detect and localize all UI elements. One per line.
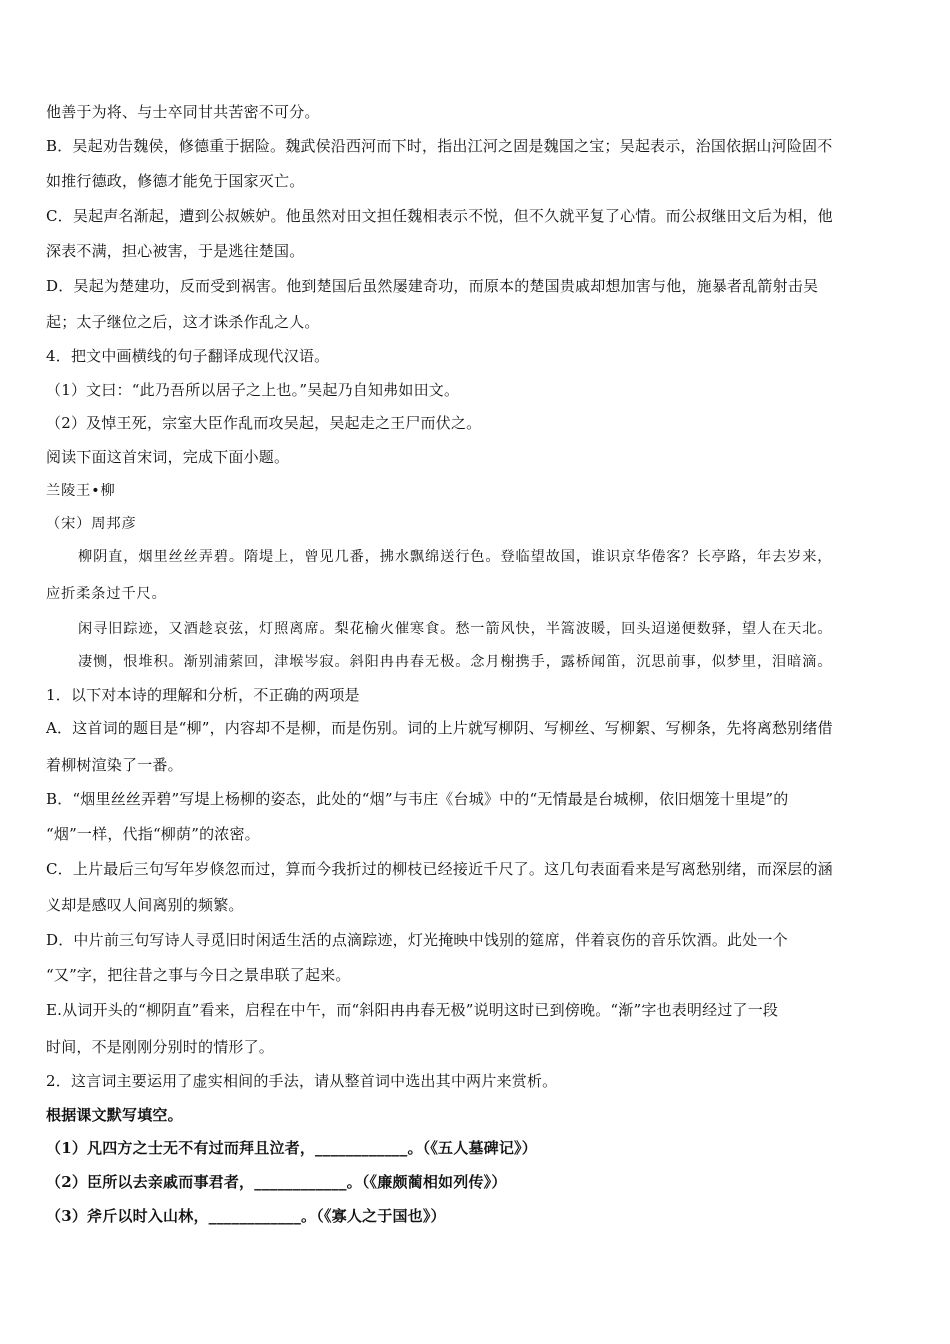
question-2: 2．这言词主要运用了虚实相间的手法，请从整首词中选出其中两片来赏析。 [46,1072,558,1090]
q1-option-b: B．“烟里丝丝弄碧”写堤上杨柳的姿态，此处的“烟”与韦庄《台城》中的“无情最是台城柳，依旧烟笼十里堤”的 [46,790,789,808]
text-line: 起；太子继位之后，这才诛杀作乱之人。 [46,313,320,331]
poem-stanza-3: 凄恻，恨堆积。渐别浦萦回，津堠岑寂。斜阳冉冉春无极。念月榭携手，露桥闻笛，沉思前事，似梦里，泪暗滴。 [78,654,833,670]
dictation-item-1: （1）凡四方之士无不有过而拜且泣者，____________。（《五人墓碑记》） [46,1139,537,1157]
question-1: 1．以下对本诗的理解和分析，不正确的两项是 [46,686,360,704]
text-line: 义却是感叹人间离别的频繁。 [46,896,244,914]
option-d-line: D．吴起为楚建功，反而受到祸害。他到楚国后虽然屡建奇功，而原本的楚国贵戚却想加害与他，施暴者乱箭射击吴 [46,277,819,295]
poem-author: （宋）周邦彦 [46,516,137,532]
text-line: 时间，不是刚刚分别时的情形了。 [46,1038,275,1056]
poem-title: 兰陵王•柳 [46,483,116,499]
text-line: 深表不满，担心被害，于是逃往楚国。 [46,242,305,260]
dictation-item-2: （2）臣所以去亲戚而事君者，____________。（《廉颇蔺相如列传》） [46,1173,507,1191]
text-line: “烟”一样，代指“柳荫”的浓密。 [46,825,260,843]
text-line: 着柳树渲染了一番。 [46,756,183,774]
poem-stanza-1: 柳阴直，烟里丝丝弄碧。隋堤上，曾见几番，拂水飘绵送行色。登临望故国，谁识京华倦客？长亭路，年去岁来， [78,549,833,565]
text-line: 他善于为将、与士卒同甘共苦密不可分。 [46,103,320,121]
dictation-heading: 根据课文默写填空。 [46,1106,183,1124]
reading-instruction: 阅读下面这首宋词，完成下面小题。 [46,448,290,466]
poem-stanza-1-cont: 应折柔条过千尺。 [46,586,167,602]
option-b-line: B．吴起劝告魏侯，修德重于据险。魏武侯沿西河而下时，指出江河之固是魏国之宝；吴起表示，治国依据山河险固不 [46,137,833,155]
translate-item-1: （1）文曰：“此乃吾所以居子之上也。”吴起乃自知弗如田文。 [46,381,460,399]
q1-option-e: E.从词开头的“柳阴直”看来，启程在中午，而“斜阳冉冉春无极”说明这时已到傍晚。“渐”字也表明经过了一段 [46,1001,779,1019]
dictation-item-3: （3）斧斤以时入山林，____________。（《寡人之于国也》） [46,1207,446,1225]
text-line: “又”字，把往昔之事与今日之景串联了起来。 [46,966,351,984]
question-4: 4．把文中画横线的句子翻译成现代汉语。 [46,347,330,365]
text-line: 如推行德政，修德才能免于国家灭亡。 [46,172,305,190]
option-c-line: C．吴起声名渐起，遭到公叔嫉妒。他虽然对田文担任魏相表示不悦，但不久就平复了心情。而公叔继田文后为相，他 [46,207,833,225]
q1-option-c: C．上片最后三句写年岁倏忽而过，算而今我折过的柳枝已经接近千尺了。这几句表面看来是写离愁别绪，而深层的涵 [46,860,833,878]
q1-option-d: D．中片前三句写诗人寻觅旧时闲适生活的点滴踪迹，灯光掩映中饯别的筵席，伴着哀伤的音乐饮酒。此处一个 [46,931,788,949]
q1-option-a: A．这首词的题目是“柳”，内容却不是柳，而是伤别。词的上片就写柳阴、写柳丝、写柳絮、写柳条，先将离愁别绪借 [46,719,833,737]
poem-stanza-2: 闲寻旧踪迹，又酒趁哀弦，灯照离席。梨花榆火催寒食。愁一箭风快，半篙波暖，回头迢递便数驿，望人在天北。 [78,621,833,637]
translate-item-2: （2）及悼王死，宗室大臣作乱而攻吴起，吴起走之王尸而伏之。 [46,414,482,432]
